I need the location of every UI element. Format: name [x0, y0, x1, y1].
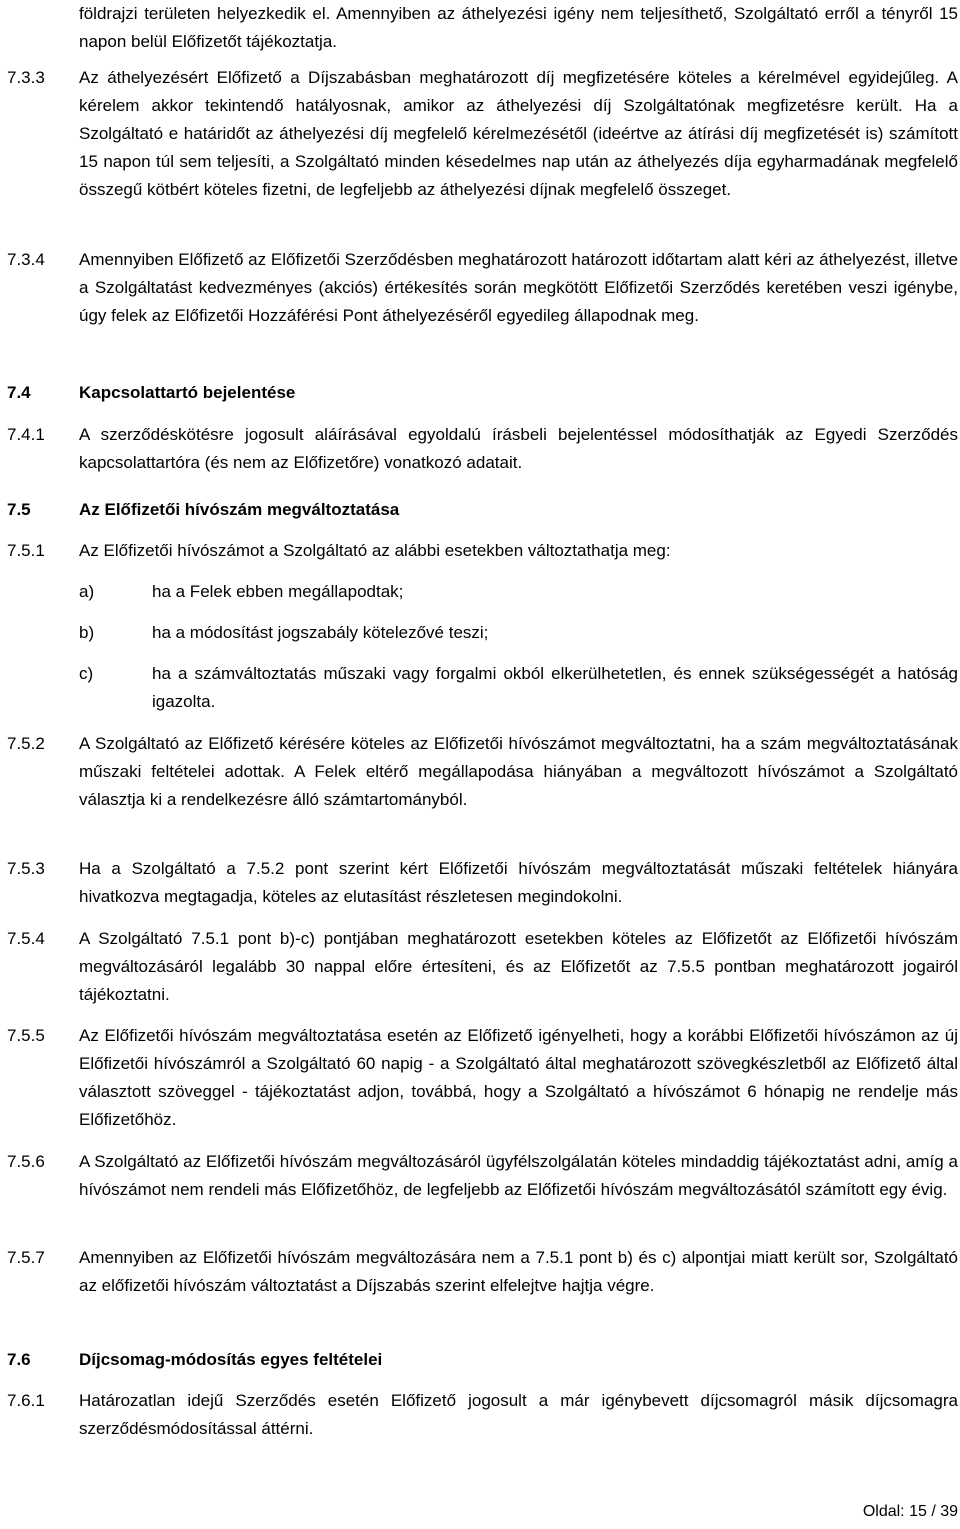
section-text: A Szolgáltató az Előfizető kérésére köteles az Előfizetői hívószámot megváltoztatni, ha a szám megváltoztatásának műszaki feltételei adottak. A Felek eltérő megállapodása hiányában a megváltozott hívószámot a Szolgáltató választja ki a rendelkezésre álló számtartományból. [79, 734, 958, 809]
list-label: a) [79, 582, 95, 601]
section-text: Határozatlan idejű Szerződés esetén Előfizető jogosult a már igénybevett díjcsomagról másik díjcsomagra szerződésmódosítással áttérni. [79, 1391, 958, 1438]
list-label: b) [79, 623, 95, 642]
heading-title: Díjcsomag-módosítás egyes feltételei [79, 1350, 383, 1369]
section-number: 7.5.1 [7, 541, 45, 560]
list-label: c) [79, 664, 94, 683]
section-number: 7.5.5 [7, 1026, 45, 1045]
heading-number: 7.4 [7, 383, 31, 402]
heading-title: Az Előfizetői hívószám megváltoztatása [79, 500, 400, 519]
list-text: ha a módosítást jogszabály kötelezővé teszi; [152, 623, 489, 642]
list-text: ha a Felek ebben megállapodtak; [152, 582, 404, 601]
list-text: ha a számváltoztatás műszaki vagy forgalmi okból elkerülhetetlen, és ennek szükségességét a hatóság igazolta. [152, 664, 958, 711]
section-number: 7.5.4 [7, 929, 45, 948]
section-text: A Szolgáltató 7.5.1 pont b)-c) pontjában meghatározott esetekben köteles az Előfizetőt az Előfizetői hívószám megváltozásáról legalább 30 nappal előre értesíteni, és az Előfizetőt az 7.5.5 pontban meghatározott jogairól tájékoztatni. [79, 929, 958, 1004]
section-text: Az Előfizetői hívószám megváltoztatása esetén az Előfizető igényelheti, hogy a korábbi Előfizetői hívószámon az új Előfizetői hívószámról a Szolgáltató 60 napig - a Szolgáltató által meghatározott szövegkészletből az Előfizető által választott szöveggel - tájékoztatást adjon, továbbá, hogy a Szolgáltató a hívószámot 6 hónapig ne rendelje más Előfizetőhöz. [79, 1026, 958, 1129]
page-number: Oldal: 15 / 39 [862, 1503, 958, 1520]
intro-text: földrajzi területen helyezkedik el. Amennyiben az áthelyezési igény nem teljesíthető, Szolgáltató erről a tényről 15 napon belül Előfizetőt tájékoztatja. [79, 4, 958, 51]
section-number: 7.5.3 [7, 859, 45, 878]
section-text: Amennyiben Előfizető az Előfizetői Szerződésben meghatározott határozott időtartam alatt kéri az áthelyezést, illetve a Szolgáltatást kedvezményes (akciós) értékesítés során megkötött Előfizetői Szerződés keretében veszi igénybe, úgy felek az Előfizetői Hozzáférési Pont áthelyezéséről egyedileg állapodnak meg. [79, 250, 958, 325]
heading-number: 7.5 [7, 500, 31, 519]
section-text: Az áthelyezésért Előfizető a Díjszabásban meghatározott díj megfizetésére köteles a kérelmével egyidejűleg. A kérelem akkor tekintendő hatályosnak, amikor az áthelyezési díj Szolgáltatónak megfizetésre került. Ha a Szolgáltató e határidőt az áthelyezési díj megfelelő kérelmezésétől (ideértve az átírási díj megfizetését is) számított 15 napon túl sem teljesíti, a Szolgáltató minden késedelmes nap után az áthelyezés díja egyharmadának megfelelő összegű kötbért köteles fizetni, de legfeljebb az áthelyezési díjnak megfelelő összeget. [79, 68, 958, 199]
section-number: 7.5.7 [7, 1248, 45, 1267]
section-number: 7.5.2 [7, 734, 45, 753]
section-text: Az Előfizetői hívószámot a Szolgáltató az alábbi esetekben változtathatja meg: [79, 541, 671, 560]
section-text: A Szolgáltató az Előfizetői hívószám megváltozásáról ügyfélszolgálatán köteles mindaddig tájékoztatást adni, amíg a hívószámot nem rendeli más Előfizetőhöz, de legfeljebb az Előfizetői hívószám megváltozásától számított egy évig. [79, 1152, 958, 1199]
section-number: 7.5.6 [7, 1152, 45, 1171]
heading-number: 7.6 [7, 1350, 31, 1369]
heading-title: Kapcsolattartó bejelentése [79, 383, 296, 402]
section-number: 7.3.4 [7, 250, 45, 269]
section-number: 7.4.1 [7, 425, 45, 444]
section-text: Ha a Szolgáltató a 7.5.2 pont szerint kért Előfizetői hívószám megváltoztatását műszaki feltételek hiányára hivatkozva megtagadja, köteles az elutasítást részletesen megindokolni. [79, 859, 958, 906]
section-text: Amennyiben az Előfizetői hívószám megváltozására nem a 7.5.1 pont b) és c) alpontjai miatt került sor, Szolgáltató az előfizetői hívószám változtatást a Díjszabás szerint elfelejtve hajtja végre. [79, 1248, 958, 1295]
section-text: A szerződéskötésre jogosult aláírásával egyoldalú írásbeli bejelentéssel módosíthatják az Egyedi Szerződés kapcsolattartóra (és nem az Előfizetőre) vonatkozó adatait. [79, 425, 958, 472]
section-number: 7.3.3 [7, 68, 45, 87]
section-number: 7.6.1 [7, 1391, 45, 1410]
